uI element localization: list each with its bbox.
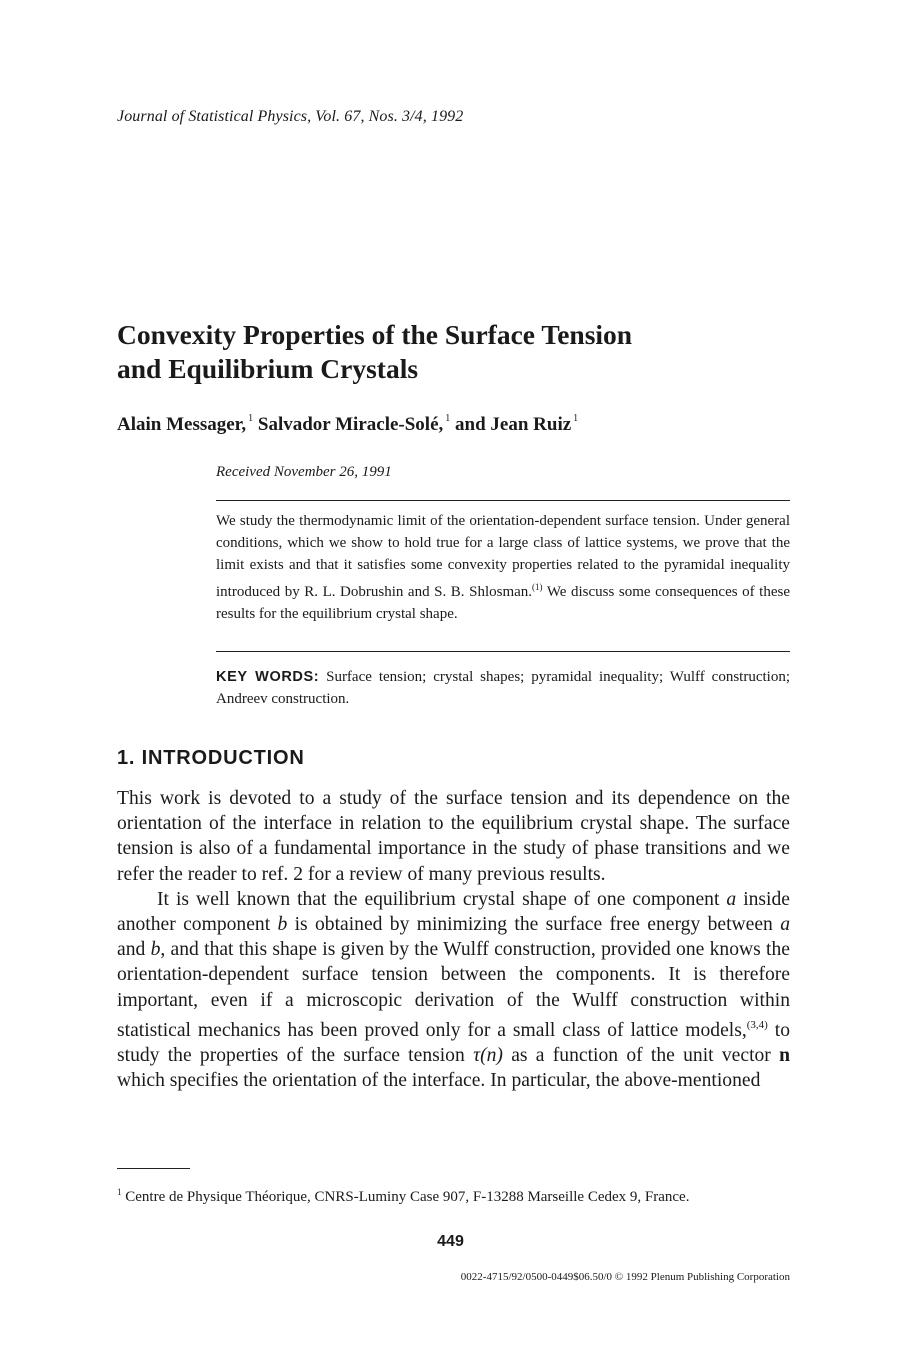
author-name: Salvador Miracle-Solé, — [257, 414, 444, 435]
text-run: as a function of the unit vector — [502, 1045, 780, 1067]
abstract-top-rule — [216, 500, 790, 501]
footnote-rule — [117, 1168, 190, 1169]
title-line-1: Convexity Properties of the Surface Tension — [117, 319, 633, 350]
journal-header: Journal of Statistical Physics, Vol. 67, Nos. 3/4, 1992 — [117, 108, 464, 125]
author-name: and Jean Ruiz — [455, 414, 572, 435]
abstract — [216, 510, 790, 625]
citation-ref: (1) — [532, 582, 543, 592]
affiliation-mark: 1 — [445, 413, 451, 424]
keywords-label: KEY WORDS: — [216, 669, 320, 685]
section-heading: 1. INTRODUCTION — [117, 747, 305, 769]
abstract-tail: We discuss some consequences of these results for the equilibrium crystal shape. — [216, 584, 790, 622]
text-run: to study the properties of the surface tension — [117, 1019, 790, 1067]
citation-ref: (3,4) — [746, 1018, 768, 1031]
math-variable: b — [150, 939, 161, 961]
affiliation-mark: 1 — [573, 413, 579, 424]
text-run: is obtained by minimizing the surface free energy between — [287, 914, 781, 936]
received-date: Received November 26, 1991 — [216, 464, 392, 480]
text-run: , and that this shape is given by the Wulff construction, provided one knows the orientation-dependent surface tension between the components. It is therefore important, even if a microscopic derivation of the Wulff construction within statistical mechanics has been proved only for a small class of lattice models, — [117, 939, 790, 1041]
page-number: 449 — [437, 1233, 464, 1250]
abstract-bottom-rule — [216, 651, 790, 652]
footnote-mark: 1 — [117, 1187, 122, 1197]
math-variable: a — [726, 888, 737, 910]
footnote-text: Centre de Physique Théorique, CNRS-Luminy Case 907, F-13288 Marseille Cedex 9, France. — [121, 1189, 690, 1205]
paragraph — [117, 887, 790, 1094]
text-run: which specifies the orientation of the interface. In particular, the above-mentioned — [117, 1070, 761, 1092]
math-vector: n — [779, 1045, 791, 1067]
math-expression: τ(n) — [473, 1045, 503, 1067]
author-name: Alain Messager, — [117, 414, 247, 435]
footnote — [117, 1181, 790, 1208]
abstract-text: We study the thermodynamic limit of the orientation-dependent surface tension. Under general conditions, which we show to hold true for a large class of lattice systems, we prove that the limit exists and that it satisfies some convexity properties related to the pyramidal inequality introduced by R. L. Dobrushin and S. B. Shlosman. — [216, 513, 790, 600]
title-line-2: and Equilibrium Crystals — [117, 353, 419, 384]
paragraph: This work is devoted to a study of the surface tension and its dependence on the orientation of the interface in relation to the equilibrium crystal shape. The surface tension is also of a fundamental importance in the study of phase transitions and we refer the reader to ref. 2 for a review of many previous results. — [117, 788, 790, 885]
keywords — [216, 666, 790, 710]
affiliation-mark: 1 — [248, 413, 254, 424]
keywords-text: Surface tension; crystal shapes; pyramidal inequality; Wulff construction; Andreev construction. — [216, 669, 790, 707]
copyright-line: 0022-4715/92/0500-0449$06.50/0 © 1992 Plenum Publishing Corporation — [460, 1271, 790, 1283]
math-variable: a — [780, 914, 790, 936]
article-title — [117, 318, 757, 386]
author-list — [117, 413, 578, 436]
body-text — [117, 786, 790, 1093]
math-variable: b — [277, 914, 288, 936]
text-run: and — [117, 939, 151, 961]
text-run: inside another component — [117, 888, 790, 936]
text-run: It is well known that the equilibrium crystal shape of one component — [157, 888, 727, 910]
